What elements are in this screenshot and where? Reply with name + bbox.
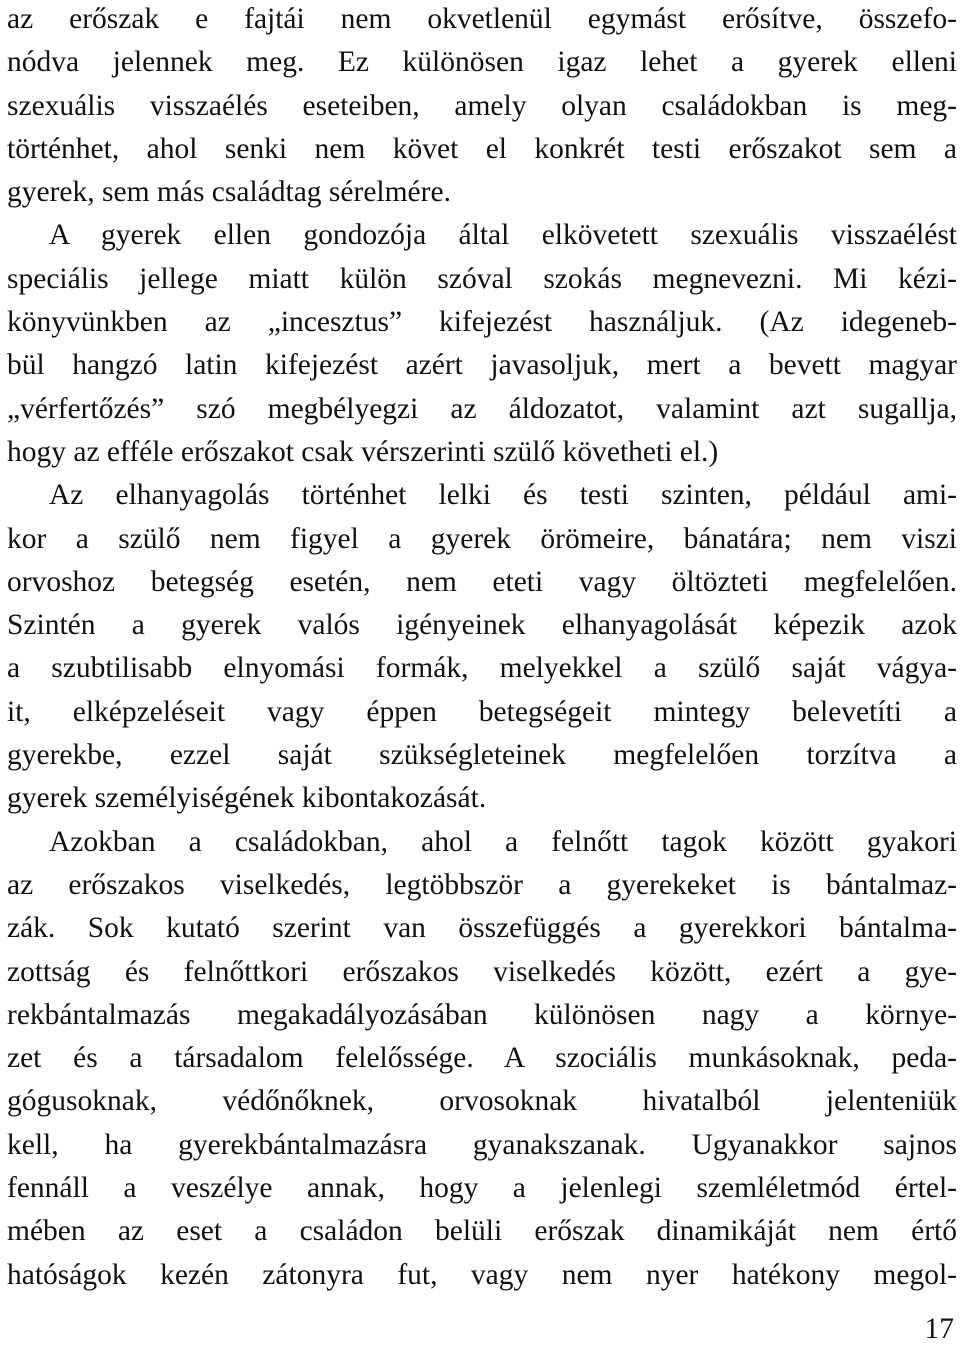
text-line: it, elképzeléseit vagy éppen betegségeit mintegy belevetíti a bbox=[7, 695, 957, 728]
text-line: A gyerek ellen gondozója által elkövetett szexuális visszaélést bbox=[49, 219, 957, 252]
text-line: nódva jelennek meg. Ez különösen igaz lehet a gyerek elleni bbox=[7, 46, 957, 79]
text-line: gyerek személyiségének kibontakozását. bbox=[7, 782, 487, 815]
text-line: zák. Sok kutató szerint van összefüggés a gyerekkori bántalma- bbox=[7, 912, 957, 945]
text-line: zottság és felnőttkori erőszakos viselkedés között, ezért a gye- bbox=[7, 955, 957, 988]
text-line: Szintén a gyerek valós igényeinek elhanyagolását képezik azok bbox=[7, 609, 957, 642]
text-line: gyerekbe, ezzel saját szükségleteinek megfelelően torzítva a bbox=[7, 739, 957, 772]
text-line: kell, ha gyerekbántalmazásra gyanakszanak. Ugyanakkor sajnos bbox=[7, 1128, 957, 1161]
page-number: 17 bbox=[924, 1313, 954, 1345]
text-line: bül hangzó latin kifejezést azért javasoljuk, mert a bevett magyar bbox=[7, 349, 957, 382]
text-line: gógusoknak, védőnőknek, orvosoknak hivatalból jelenteniük bbox=[7, 1085, 957, 1118]
text-line: hogy az efféle erőszakot csak vérszerinti szülő követheti el.) bbox=[7, 435, 719, 468]
text-line: speciális jellege miatt külön szóval szokás megnevezni. Mi kézi- bbox=[7, 262, 957, 295]
text-line: fennáll a veszélye annak, hogy a jelenlegi szemléletmód értel- bbox=[7, 1172, 957, 1205]
text-line: kor a szülő nem figyel a gyerek örömeire, bánatára; nem viszi bbox=[7, 522, 957, 555]
text-line: orvoshoz betegség esetén, nem eteti vagy öltözteti megfelelően. bbox=[7, 565, 957, 598]
text-line: mében az eset a családon belüli erőszak dinamikáját nem értő bbox=[7, 1215, 957, 1248]
text-line: Az elhanyagolás történhet lelki és testi szinten, például ami- bbox=[49, 479, 957, 512]
text-line: gyerek, sem más családtag sérelmére. bbox=[7, 176, 451, 209]
text-line: a szubtilisabb elnyomási formák, melyekkel a szülő saját vágya- bbox=[7, 652, 957, 685]
page-body-text bbox=[7, 0, 957, 1297]
text-line: könyvünkben az „incesztus” kifejezést használjuk. (Az idegeneb- bbox=[7, 306, 957, 339]
text-line: az erőszakos viselkedés, legtöbbször a gyerekeket is bántalmaz- bbox=[7, 868, 957, 901]
text-line: zet és a társadalom felelőssége. A szociális munkásoknak, peda- bbox=[7, 1042, 957, 1075]
text-line: hatóságok kezén zátonyra fut, vagy nem nyer hatékony megol- bbox=[7, 1258, 957, 1291]
text-line: Azokban a családokban, ahol a felnőtt tagok között gyakori bbox=[49, 825, 957, 858]
text-line: szexuális visszaélés eseteiben, amely olyan családokban is meg- bbox=[7, 89, 957, 122]
text-line: „vérfertőzés” szó megbélyegzi az áldozatot, valamint azt sugallja, bbox=[7, 392, 957, 425]
text-line: történhet, ahol senki nem követ el konkrét testi erőszakot sem a bbox=[7, 132, 957, 165]
text-line: rekbántalmazás megakadályozásában különösen nagy a környe- bbox=[7, 998, 957, 1031]
text-line: az erőszak e fajtái nem okvetlenül egymást erősítve, összefo- bbox=[7, 3, 957, 35]
